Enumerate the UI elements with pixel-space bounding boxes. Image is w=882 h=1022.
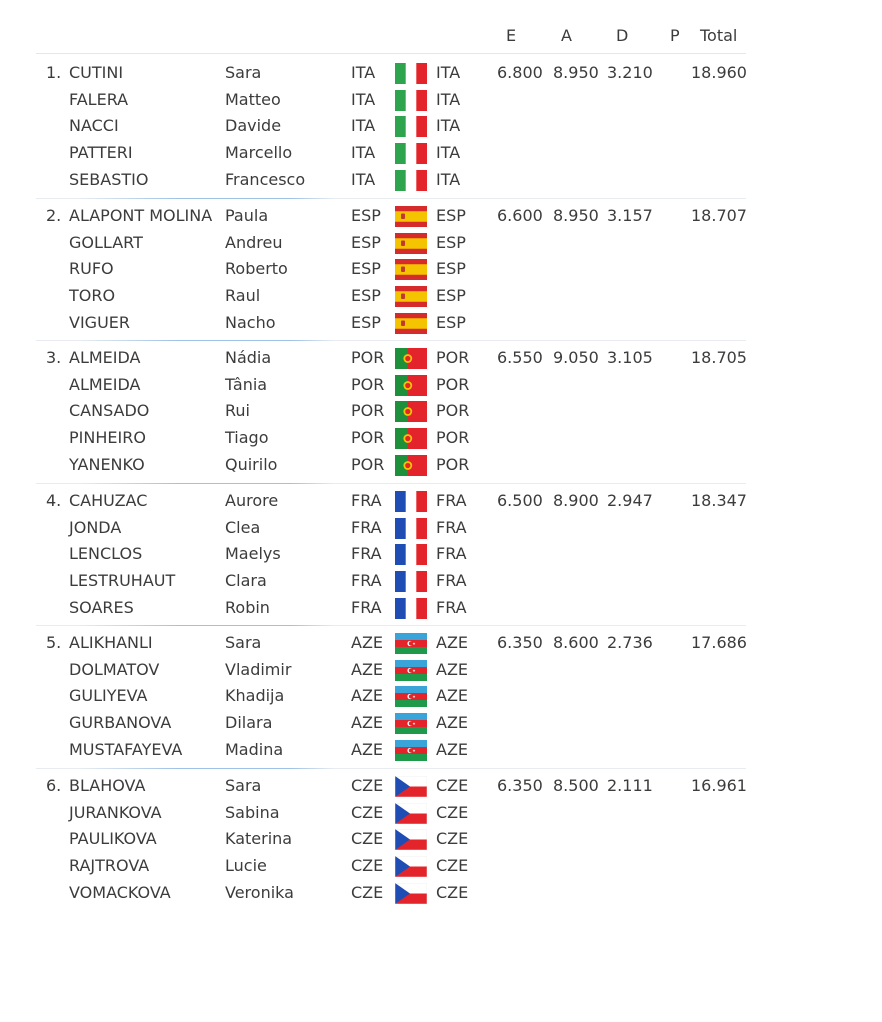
column-header-p: P	[670, 26, 680, 45]
score-e: 6.500	[497, 491, 543, 510]
athlete-row	[0, 282, 760, 308]
athlete-row	[0, 229, 760, 255]
score-total: 17.686	[691, 633, 747, 652]
athlete-first-name: Sara	[225, 63, 262, 82]
athlete-row	[0, 629, 760, 655]
czech-flag-icon	[395, 776, 427, 797]
athlete-team-code: POR	[436, 401, 470, 421]
athlete-last-name: DOLMATOV	[69, 659, 160, 679]
spain-flag-icon	[395, 286, 427, 307]
portugal-flag-icon	[395, 348, 427, 369]
team-rank: 2.	[46, 206, 62, 225]
athlete-first-name: Quirilo	[225, 454, 278, 474]
athlete-team-code: CZE	[436, 802, 469, 822]
team-block	[0, 59, 760, 193]
athlete-first-name: Sabina	[225, 802, 280, 822]
czech-flag-icon	[395, 803, 427, 824]
spain-flag-icon	[395, 233, 427, 254]
athlete-last-name: GOLLART	[69, 232, 143, 252]
athlete-nation-code: ESP	[351, 206, 381, 225]
score-d: 2.947	[607, 491, 653, 510]
athlete-nation-code: ESP	[351, 286, 381, 306]
athlete-team-code: FRA	[436, 544, 467, 564]
athlete-nation-code: AZE	[351, 633, 384, 652]
athlete-nation-code: FRA	[351, 571, 382, 591]
athlete-nation-code: POR	[351, 348, 385, 367]
athlete-team-code: ITA	[436, 169, 461, 189]
score-a: 8.600	[553, 633, 599, 652]
athlete-first-name: Davide	[225, 116, 282, 136]
team-rank: 3.	[46, 348, 62, 367]
france-flag-icon	[395, 491, 427, 512]
athlete-last-name: JONDA	[69, 517, 122, 537]
athlete-nation-code: AZE	[351, 686, 384, 706]
azerbaijan-flag-icon	[395, 713, 427, 734]
athlete-first-name: Matteo	[225, 89, 281, 109]
athlete-team-code: ESP	[436, 312, 466, 332]
team-rank: 5.	[46, 633, 62, 652]
athlete-last-name: YANENKO	[69, 454, 145, 474]
athlete-row	[0, 567, 760, 593]
portugal-flag-icon	[395, 401, 427, 422]
athlete-last-name: PINHEIRO	[69, 428, 146, 448]
athlete-first-name: Aurore	[225, 491, 279, 510]
athlete-team-code: POR	[436, 454, 470, 474]
score-e: 6.350	[497, 633, 543, 652]
athlete-team-code: AZE	[436, 739, 469, 759]
athlete-team-code: CZE	[436, 829, 469, 849]
score-d: 3.210	[607, 63, 653, 82]
score-a: 8.950	[553, 206, 599, 225]
athlete-last-name: SEBASTIO	[69, 169, 149, 189]
team-rank: 4.	[46, 491, 62, 510]
athlete-last-name: VIGUER	[69, 312, 130, 332]
athlete-team-code: FRA	[436, 491, 467, 510]
athlete-nation-code: AZE	[351, 739, 384, 759]
score-e: 6.350	[497, 776, 543, 795]
athlete-first-name: Khadija	[225, 686, 285, 706]
athlete-nation-code: ITA	[351, 143, 376, 163]
team-divider	[36, 768, 746, 769]
athlete-row	[0, 879, 760, 905]
athlete-team-code: ITA	[436, 89, 461, 109]
athlete-first-name: Katerina	[225, 829, 293, 849]
score-total: 18.960	[691, 63, 747, 82]
athlete-first-name: Maelys	[225, 544, 281, 564]
score-d: 3.157	[607, 206, 653, 225]
athlete-last-name: SOARES	[69, 597, 134, 617]
spain-flag-icon	[395, 259, 427, 280]
athlete-last-name: PATTERI	[69, 143, 133, 163]
azerbaijan-flag-icon	[395, 633, 427, 654]
team-divider	[36, 483, 746, 484]
athlete-last-name: LENCLOS	[69, 544, 143, 564]
athlete-nation-code: AZE	[351, 713, 384, 733]
results-header	[0, 26, 760, 48]
athlete-row	[0, 139, 760, 165]
athlete-nation-code: CZE	[351, 802, 384, 822]
team-rank: 6.	[46, 776, 62, 795]
spain-flag-icon	[395, 206, 427, 227]
athlete-first-name: Robin	[225, 597, 270, 617]
athlete-row	[0, 825, 760, 851]
portugal-flag-icon	[395, 455, 427, 476]
athlete-nation-code: POR	[351, 374, 385, 394]
france-flag-icon	[395, 544, 427, 565]
czech-flag-icon	[395, 883, 427, 904]
athlete-nation-code: ESP	[351, 232, 381, 252]
athlete-last-name: PAULIKOVA	[69, 829, 157, 849]
athlete-row	[0, 709, 760, 735]
athlete-first-name: Sara	[225, 633, 262, 652]
score-total: 16.961	[691, 776, 747, 795]
athlete-row	[0, 371, 760, 397]
column-header-a: A	[561, 26, 572, 45]
italy-flag-icon	[395, 90, 427, 111]
athlete-row	[0, 487, 760, 513]
score-d: 2.111	[607, 776, 653, 795]
athlete-nation-code: ITA	[351, 169, 376, 189]
athlete-first-name: Veronika	[225, 882, 294, 902]
athlete-last-name: ALMEIDA	[69, 374, 141, 394]
score-a: 8.950	[553, 63, 599, 82]
team-block	[0, 629, 760, 763]
athlete-last-name: JURANKOVA	[69, 802, 162, 822]
score-a: 8.500	[553, 776, 599, 795]
athlete-first-name: Roberto	[225, 259, 288, 279]
athlete-nation-code: CZE	[351, 856, 384, 876]
athlete-row	[0, 202, 760, 228]
athlete-team-code: ESP	[436, 232, 466, 252]
athlete-team-code: ESP	[436, 286, 466, 306]
athlete-nation-code: POR	[351, 454, 385, 474]
athlete-first-name: Dilara	[225, 713, 273, 733]
athlete-nation-code: FRA	[351, 544, 382, 564]
athlete-first-name: Rui	[225, 401, 250, 421]
athlete-team-code: FRA	[436, 517, 467, 537]
athlete-first-name: Lucie	[225, 856, 267, 876]
athlete-team-code: POR	[436, 428, 470, 448]
athlete-team-code: ESP	[436, 259, 466, 279]
athlete-row	[0, 799, 760, 825]
athlete-first-name: Vladimir	[225, 659, 292, 679]
athlete-nation-code: POR	[351, 428, 385, 448]
athlete-last-name: ALAPONT MOLINA	[69, 206, 213, 225]
athlete-first-name: Paula	[225, 206, 269, 225]
athlete-last-name: ALIKHANLI	[69, 633, 153, 652]
athlete-row	[0, 424, 760, 450]
athlete-first-name: Tiago	[225, 428, 269, 448]
athlete-first-name: Nádia	[225, 348, 272, 367]
athlete-first-name: Marcello	[225, 143, 293, 163]
athlete-team-code: CZE	[436, 776, 469, 795]
athlete-team-code: ITA	[436, 63, 461, 82]
athlete-row	[0, 86, 760, 112]
spain-flag-icon	[395, 313, 427, 334]
athlete-team-code: CZE	[436, 856, 469, 876]
athlete-last-name: CUTINI	[69, 63, 124, 82]
athlete-team-code: AZE	[436, 686, 469, 706]
athlete-nation-code: CZE	[351, 776, 384, 795]
athlete-row	[0, 852, 760, 878]
column-header-d: D	[616, 26, 629, 45]
athlete-nation-code: CZE	[351, 829, 384, 849]
athlete-row	[0, 451, 760, 477]
score-total: 18.347	[691, 491, 747, 510]
score-e: 6.600	[497, 206, 543, 225]
czech-flag-icon	[395, 856, 427, 877]
team-block	[0, 487, 760, 621]
athlete-team-code: AZE	[436, 713, 469, 733]
athlete-last-name: RAJTROVA	[69, 856, 150, 876]
athlete-last-name: TORO	[69, 286, 116, 306]
team-rank: 1.	[46, 63, 62, 82]
athlete-team-code: POR	[436, 348, 470, 367]
italy-flag-icon	[395, 143, 427, 164]
athlete-nation-code: FRA	[351, 491, 382, 510]
portugal-flag-icon	[395, 375, 427, 396]
athlete-last-name: GURBANOVA	[69, 713, 172, 733]
czech-flag-icon	[395, 829, 427, 850]
france-flag-icon	[395, 598, 427, 619]
score-e: 6.800	[497, 63, 543, 82]
team-block	[0, 772, 760, 906]
athlete-team-code: FRA	[436, 571, 467, 591]
azerbaijan-flag-icon	[395, 686, 427, 707]
athlete-first-name: Andreu	[225, 232, 283, 252]
athlete-last-name: LESTRUHAUT	[69, 571, 176, 591]
athlete-last-name: BLAHOVA	[69, 776, 146, 795]
athlete-row	[0, 772, 760, 798]
athlete-team-code: AZE	[436, 659, 469, 679]
athlete-nation-code: ESP	[351, 312, 381, 332]
athlete-first-name: Sara	[225, 776, 262, 795]
athlete-team-code: POR	[436, 374, 470, 394]
team-block	[0, 202, 760, 336]
score-d: 2.736	[607, 633, 653, 652]
athlete-nation-code: CZE	[351, 882, 384, 902]
athlete-row	[0, 656, 760, 682]
athlete-row	[0, 309, 760, 335]
athlete-first-name: Clara	[225, 571, 267, 591]
italy-flag-icon	[395, 116, 427, 137]
athlete-team-code: AZE	[436, 633, 469, 652]
score-total: 18.707	[691, 206, 747, 225]
athlete-row	[0, 682, 760, 708]
athlete-team-code: FRA	[436, 597, 467, 617]
team-divider	[36, 340, 746, 341]
athlete-row	[0, 540, 760, 566]
header-divider	[36, 53, 746, 54]
athlete-nation-code: FRA	[351, 517, 382, 537]
athlete-row	[0, 736, 760, 762]
athlete-nation-code: FRA	[351, 597, 382, 617]
column-header-e: E	[506, 26, 517, 45]
athlete-last-name: CAHUZAC	[69, 491, 148, 510]
athlete-first-name: Francesco	[225, 169, 306, 189]
athlete-nation-code: ITA	[351, 63, 376, 82]
athlete-first-name: Nacho	[225, 312, 276, 332]
athlete-first-name: Madina	[225, 739, 284, 759]
score-d: 3.105	[607, 348, 653, 367]
athlete-nation-code: POR	[351, 401, 385, 421]
athlete-nation-code: ITA	[351, 89, 376, 109]
athlete-first-name: Clea	[225, 517, 261, 537]
france-flag-icon	[395, 518, 427, 539]
athlete-team-code: ITA	[436, 116, 461, 136]
score-total: 18.705	[691, 348, 747, 367]
azerbaijan-flag-icon	[395, 660, 427, 681]
france-flag-icon	[395, 571, 427, 592]
team-divider	[36, 198, 746, 199]
athlete-last-name: GULIYEVA	[69, 686, 148, 706]
athlete-first-name: Raul	[225, 286, 261, 306]
athlete-nation-code: ESP	[351, 259, 381, 279]
athlete-last-name: NACCI	[69, 116, 119, 136]
score-e: 6.550	[497, 348, 543, 367]
athlete-row	[0, 255, 760, 281]
athlete-last-name: RUFO	[69, 259, 114, 279]
team-divider	[36, 625, 746, 626]
italy-flag-icon	[395, 63, 427, 84]
athlete-last-name: ALMEIDA	[69, 348, 141, 367]
athlete-team-code: CZE	[436, 882, 469, 902]
athlete-team-code: ESP	[436, 206, 466, 225]
athlete-last-name: VOMACKOVA	[69, 882, 171, 902]
athlete-row	[0, 594, 760, 620]
athlete-nation-code: ITA	[351, 116, 376, 136]
athlete-last-name: MUSTAFAYEVA	[69, 739, 183, 759]
athlete-row	[0, 59, 760, 85]
score-a: 8.900	[553, 491, 599, 510]
athlete-row	[0, 344, 760, 370]
italy-flag-icon	[395, 170, 427, 191]
portugal-flag-icon	[395, 428, 427, 449]
athlete-row	[0, 112, 760, 138]
team-block	[0, 344, 760, 478]
athlete-row	[0, 397, 760, 423]
athlete-nation-code: AZE	[351, 659, 384, 679]
athlete-last-name: FALERA	[69, 89, 129, 109]
azerbaijan-flag-icon	[395, 740, 427, 761]
column-header-total: Total	[700, 26, 738, 45]
athlete-first-name: Tânia	[225, 374, 268, 394]
athlete-row	[0, 514, 760, 540]
athlete-team-code: ITA	[436, 143, 461, 163]
athlete-last-name: CANSADO	[69, 401, 150, 421]
score-a: 9.050	[553, 348, 599, 367]
athlete-row	[0, 166, 760, 192]
